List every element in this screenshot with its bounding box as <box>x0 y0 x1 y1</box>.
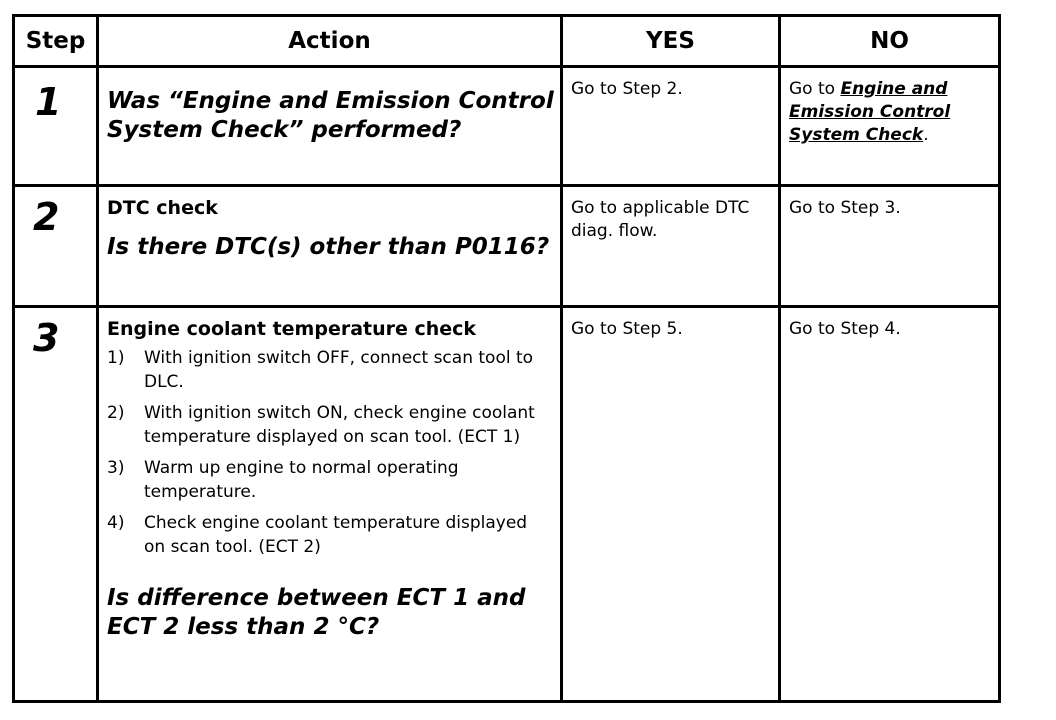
table-row <box>14 67 1000 186</box>
yes-cell <box>562 67 780 186</box>
list-item <box>107 456 550 504</box>
yes-result: Go to applicable DTC diag. flow. <box>571 198 750 241</box>
action-cell <box>98 67 562 186</box>
no-result: Go to Step 4. <box>789 319 901 339</box>
substep-text: With ignition switch OFF, connect scan tool to DLC. <box>144 348 534 392</box>
no-cell <box>780 67 1000 186</box>
table-row <box>14 186 1000 307</box>
header-row <box>14 16 1000 67</box>
step-cell <box>14 67 98 186</box>
yes-cell <box>562 307 780 702</box>
header-step: Step <box>14 16 98 67</box>
substep-text: Check engine coolant temperature displayed on scan tool. (ECT 2) <box>144 513 528 557</box>
header-action: Action <box>98 16 562 67</box>
step-cell <box>14 307 98 702</box>
yes-result: Go to Step 2. <box>571 79 683 99</box>
step-cell <box>14 186 98 307</box>
step-question: Is there DTC(s) other than P0116? <box>107 234 550 260</box>
step-number: 3 <box>33 316 60 360</box>
no-cell <box>780 186 1000 307</box>
action-cell <box>98 186 562 307</box>
step-number: 2 <box>33 195 60 239</box>
step-number: 1 <box>35 80 62 124</box>
list-item <box>107 511 550 559</box>
header-yes: YES <box>562 16 780 67</box>
step-heading: Engine coolant temperature check <box>107 318 477 340</box>
substep-number: 3) <box>107 458 125 478</box>
no-suffix: . <box>923 125 929 145</box>
header-no: NO <box>780 16 1000 67</box>
step-question: Was “Engine and Emission Control System Check” performed? <box>107 88 554 143</box>
step-question: Is difference between ECT 1 and ECT 2 less than 2 °C? <box>107 585 526 640</box>
no-cell <box>780 307 1000 702</box>
engine-emission-check-link[interactable]: Engine and Emission Control System Check <box>789 79 951 145</box>
list-item <box>107 401 550 449</box>
no-prefix: Go to <box>789 79 841 99</box>
substep-list <box>99 346 560 559</box>
list-item <box>107 346 550 394</box>
step-heading: DTC check <box>107 197 218 219</box>
substep-text: Warm up engine to normal operating temperature. <box>144 458 459 502</box>
table-row <box>14 307 1000 702</box>
yes-cell <box>562 186 780 307</box>
yes-result: Go to Step 5. <box>571 319 683 339</box>
no-result <box>781 68 998 147</box>
substep-text: With ignition switch ON, check engine coolant temperature displayed on scan tool. (ECT 1) <box>144 403 535 447</box>
action-cell <box>98 307 562 702</box>
substep-number: 1) <box>107 348 125 368</box>
substep-number: 4) <box>107 513 125 533</box>
substep-number: 2) <box>107 403 125 423</box>
no-result: Go to Step 3. <box>789 198 901 218</box>
diagnostic-table <box>12 14 1001 703</box>
